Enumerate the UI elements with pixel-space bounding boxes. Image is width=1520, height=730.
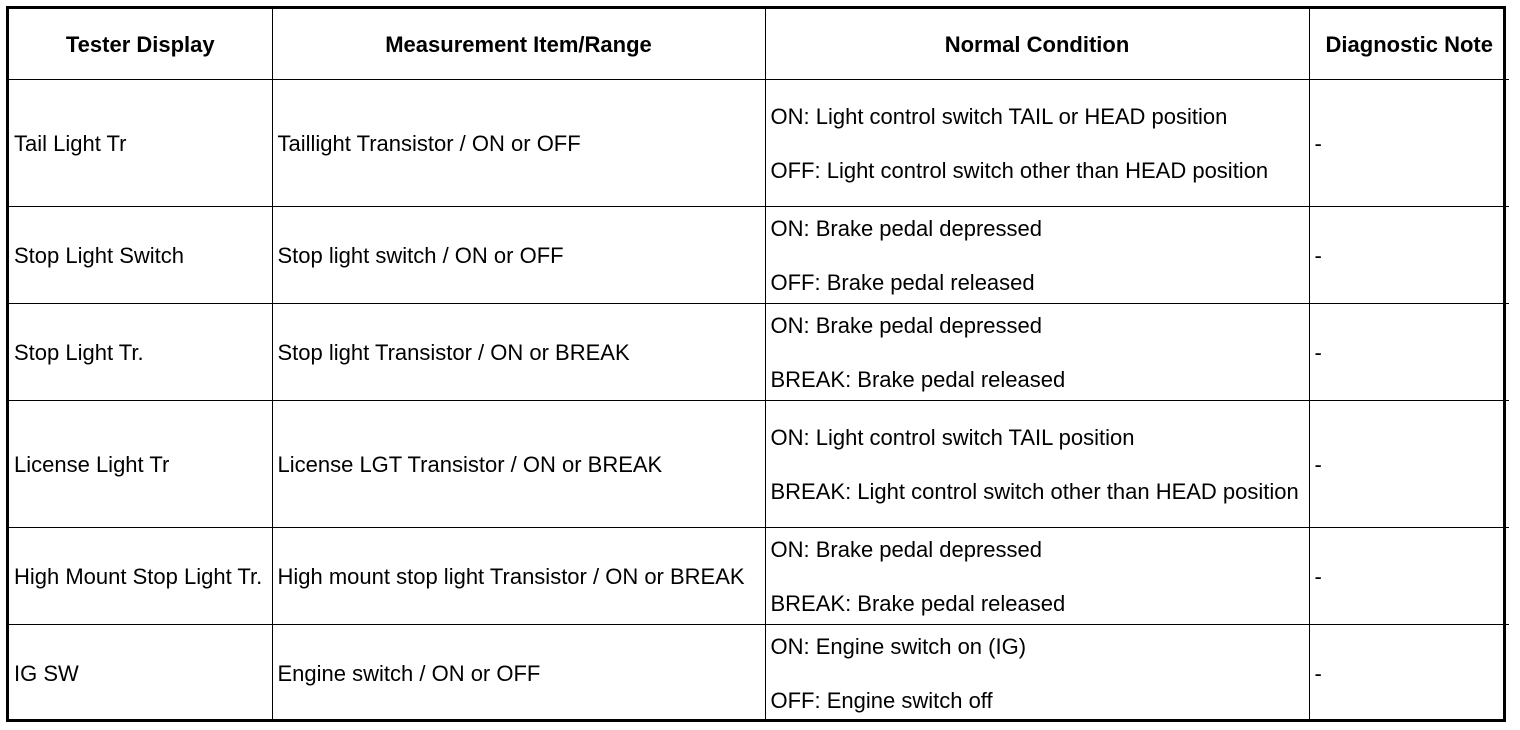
table-row	[9, 625, 1509, 722]
cell-normal-condition	[765, 625, 1309, 722]
cell-tester-display: License Light Tr	[9, 401, 272, 528]
cell-tester-display: Tail Light Tr	[9, 80, 272, 207]
cell-normal-condition	[765, 304, 1309, 401]
cell-measurement: Stop light Transistor / ON or BREAK	[272, 304, 765, 401]
condition-on: ON: Light control switch TAIL position	[770, 424, 1135, 450]
table-row	[9, 80, 1509, 207]
condition-break: BREAK: Light control switch other than HEAD position	[770, 478, 1299, 504]
cell-diagnostic-note: -	[1309, 401, 1509, 528]
data-list-table	[6, 6, 1506, 722]
cell-measurement: Stop light switch / ON or OFF	[272, 207, 765, 304]
condition-off: OFF: Light control switch other than HEAD position	[770, 157, 1269, 183]
cell-measurement: High mount stop light Transistor / ON or BREAK	[272, 528, 765, 625]
cell-normal-condition	[765, 401, 1309, 528]
condition-break: BREAK: Brake pedal released	[770, 590, 1066, 616]
condition-on: ON: Engine switch on (IG)	[770, 633, 1027, 659]
cell-tester-display: Stop Light Tr.	[9, 304, 272, 401]
header-normal-condition: Normal Condition	[765, 9, 1309, 80]
condition-off: OFF: Engine switch off	[770, 687, 993, 713]
condition-break: BREAK: Brake pedal released	[770, 366, 1066, 392]
table-row	[9, 528, 1509, 625]
cell-diagnostic-note: -	[1309, 304, 1509, 401]
cell-diagnostic-note: -	[1309, 80, 1509, 207]
table-row	[9, 207, 1509, 304]
condition-on: ON: Brake pedal depressed	[770, 312, 1042, 338]
cell-measurement: Engine switch / ON or OFF	[272, 625, 765, 722]
cell-measurement: Taillight Transistor / ON or OFF	[272, 80, 765, 207]
cell-tester-display: High Mount Stop Light Tr.	[9, 528, 272, 625]
cell-diagnostic-note: -	[1309, 625, 1509, 722]
cell-normal-condition	[765, 528, 1309, 625]
cell-normal-condition	[765, 80, 1309, 207]
table-row	[9, 401, 1509, 528]
cell-tester-display: Stop Light Switch	[9, 207, 272, 304]
cell-diagnostic-note: -	[1309, 528, 1509, 625]
cell-measurement: License LGT Transistor / ON or BREAK	[272, 401, 765, 528]
condition-on: ON: Light control switch TAIL or HEAD position	[770, 103, 1228, 129]
header-measurement: Measurement Item/Range	[272, 9, 765, 80]
table-row	[9, 304, 1509, 401]
condition-on: ON: Brake pedal depressed	[770, 536, 1042, 562]
header-diagnostic-note: Diagnostic Note	[1309, 9, 1509, 80]
table-header-row	[9, 9, 1509, 80]
cell-diagnostic-note: -	[1309, 207, 1509, 304]
cell-tester-display: IG SW	[9, 625, 272, 722]
header-tester-display: Tester Display	[9, 9, 272, 80]
tester-table	[9, 9, 1509, 721]
condition-on: ON: Brake pedal depressed	[770, 215, 1042, 241]
cell-normal-condition	[765, 207, 1309, 304]
condition-off: OFF: Brake pedal released	[770, 269, 1035, 295]
